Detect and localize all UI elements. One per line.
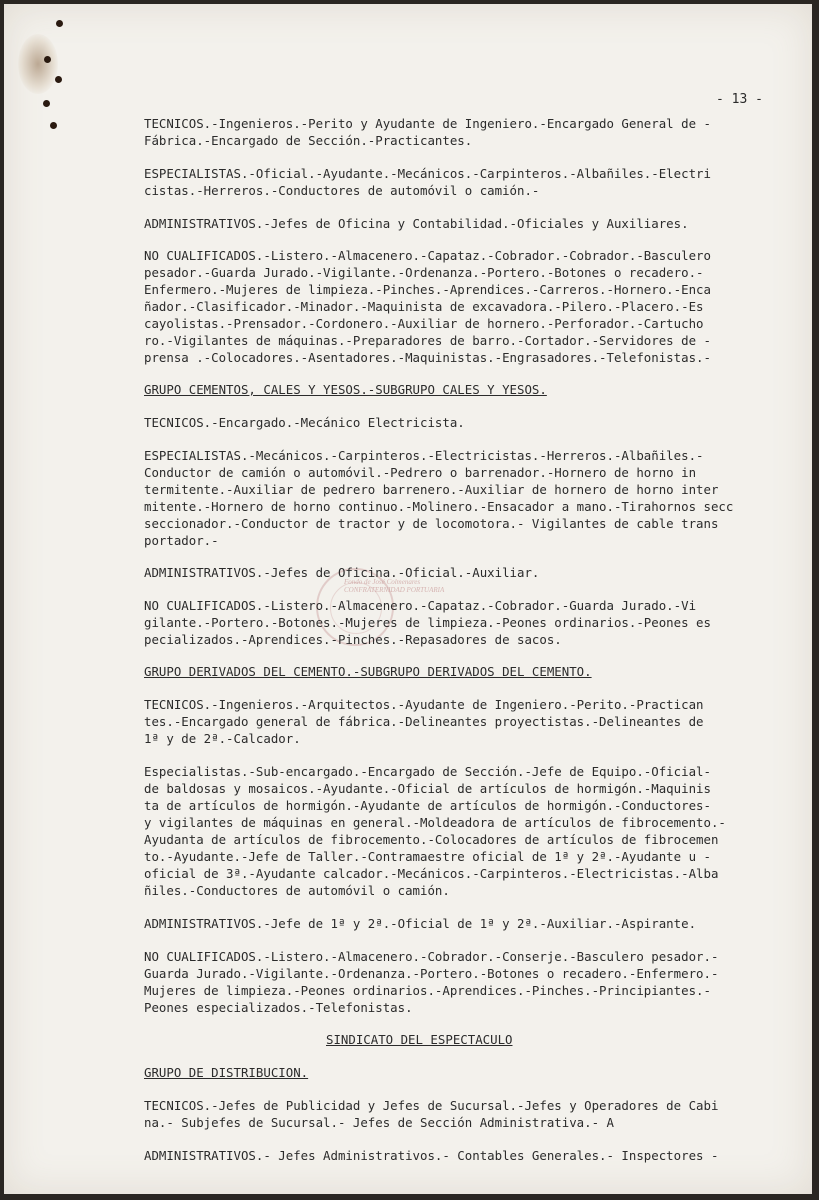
text-line: ESPECIALISTAS.-Oficial.-Ayudante.-Mecánicos.-Carpinteros.-Albañiles.-Electri	[144, 166, 711, 181]
text-line: ESPECIALISTAS.-Mecánicos.-Carpinteros.-Electricistas.-Herreros.-Albañiles.-	[144, 448, 704, 463]
document-page	[4, 4, 812, 1194]
text-line: oficial de 3ª.-Ayudante calcador.-Mecánicos.-Carpinteros.-Electricistas.-Alba	[144, 866, 719, 881]
text-line: ta de artículos de hormigón.-Ayudante de artículos de hormigón.-Conductores-	[144, 798, 711, 813]
punch-hole	[44, 56, 51, 63]
typed-text-body	[144, 4, 789, 1194]
text-line: ro.-Vigilantes de máquinas.-Preparadores de barro.-Cortador.-Servidores de -	[144, 333, 711, 348]
text-line: TECNICOS.-Ingenieros.-Arquitectos.-Ayudante de Ingeniero.-Perito.-Practican	[144, 697, 704, 712]
paper-stain	[18, 34, 58, 94]
page-number: - 13 -	[716, 92, 763, 107]
text-line: ADMINISTRATIVOS.- Jefes Administrativos.- Contables Generales.- Inspectores -	[144, 1148, 719, 1163]
text-line: TECNICOS.-Jefes de Publicidad y Jefes de Sucursal.-Jefes y Operadores de Cabi	[144, 1098, 719, 1113]
text-line: 1ª y de 2ª.-Calcador.	[144, 731, 301, 746]
text-line: TECNICOS.-Ingenieros.-Perito y Ayudante de Ingeniero.-Encargado General de -	[144, 116, 711, 131]
text-line: Enfermero.-Mujeres de limpieza.-Pinches.-Aprendices.-Carreros.-Hornero.-Enca	[144, 282, 711, 297]
text-line: ñador.-Clasificador.-Minador.-Maquinista de excavadora.-Pilero.-Placero.-Es	[144, 299, 704, 314]
text-line: ADMINISTRATIVOS.-Jefe de 1ª y 2ª.-Oficial de 1ª y 2ª.-Auxiliar.-Aspirante.	[144, 916, 697, 931]
text-line: pesador.-Guarda Jurado.-Vigilante.-Ordenanza.-Portero.-Botones o recadero.-	[144, 265, 704, 280]
stamp-text: Fondo de José Colmenares CONFRATERNIDAD PORTUARIA	[344, 578, 445, 594]
text-line: ADMINISTRATIVOS.-Jefes de Oficina y Contabilidad.-Oficiales y Auxiliares.	[144, 216, 689, 231]
text-line: termitente.-Auxiliar de pedrero barrenero.-Auxiliar de hornero de horno inter	[144, 482, 719, 497]
text-line: prensa .-Colocadores.-Asentadores.-Maquinistas.-Engrasadores.-Telefonistas.-	[144, 350, 711, 365]
section-heading: GRUPO CEMENTOS, CALES Y YESOS.-SUBGRUPO CALES Y YESOS.	[144, 382, 547, 397]
punch-hole	[43, 100, 50, 107]
text-line: Ayudanta de artículos de fibrocemento.-Colocadores de artículos de fibrocemen	[144, 832, 719, 847]
text-line: tes.-Encargado general de fábrica.-Delineantes proyectistas.-Delineantes de	[144, 714, 704, 729]
text-line: ñiles.-Conductores de automóvil o camión.	[144, 883, 450, 898]
punch-hole	[56, 20, 63, 27]
section-heading: GRUPO DERIVADOS DEL CEMENTO.-SUBGRUPO DERIVADOS DEL CEMENTO.	[144, 664, 592, 679]
text-line: Conductor de camión o automóvil.-Pedrero o barrenador.-Hornero de horno in	[144, 465, 697, 480]
text-line: cistas.-Herreros.-Conductores de automóvil o camión.-	[144, 183, 540, 198]
text-line: pecializados.-Aprendices.-Pinches.-Repasadores de sacos.	[144, 632, 562, 647]
text-line: TECNICOS.-Encargado.-Mecánico Electricista.	[144, 415, 465, 430]
text-line: to.-Ayudante.-Jefe de Taller.-Contramaestre oficial de 1ª y 2ª.-Ayudante u -	[144, 849, 711, 864]
text-line: cayolistas.-Prensador.-Cordonero.-Auxiliar de hornero.-Perforador.-Cartucho	[144, 316, 704, 331]
text-line: mitente.-Hornero de horno continuo.-Molinero.-Ensacador a mano.-Tirahornos secc	[144, 499, 734, 514]
text-line: Guarda Jurado.-Vigilante.-Ordenanza.-Portero.-Botones o recadero.-Enfermero.-	[144, 966, 719, 981]
punch-hole	[55, 76, 62, 83]
text-line: Peones especializados.-Telefonistas.	[144, 1000, 413, 1015]
text-line: gilante.-Portero.-Botones.-Mujeres de limpieza.-Peones ordinarios.-Peones es	[144, 615, 711, 630]
text-line: de baldosas y mosaicos.-Ayudante.-Oficial de artículos de hormigón.-Maquinis	[144, 781, 711, 796]
text-line: y vigilantes de máquinas en general.-Moldeadora de artículos de fibrocemento.-	[144, 815, 726, 830]
text-line: NO CUALIFICADOS.-Listero.-Almacenero.-Cobrador.-Conserje.-Basculero pesador.-	[144, 949, 719, 964]
text-line: Fábrica.-Encargado de Sección.-Practicantes.	[144, 133, 473, 148]
text-line: NO CUALIFICADOS.-Listero.-Almacenero.-Capataz.-Cobrador.-Guarda Jurado.-Vi	[144, 598, 697, 613]
text-line: ADMINISTRATIVOS.-Jefes de Oficina.-Oficial.-Auxiliar.	[144, 565, 540, 580]
text-line: na.- Subjefes de Sucursal.- Jefes de Sección Administrativa.- A	[144, 1115, 614, 1130]
text-line: seccionador.-Conductor de tractor y de locomotora.- Vigilantes de cable trans	[144, 516, 719, 531]
section-heading: GRUPO DE DISTRIBUCION.	[144, 1065, 309, 1080]
punch-hole	[50, 122, 57, 129]
text-line: portador.-	[144, 533, 219, 548]
section-heading: SINDICATO DEL ESPECTACULO	[326, 1032, 513, 1047]
text-line: Especialistas.-Sub-encargado.-Encargado de Sección.-Jefe de Equipo.-Oficial-	[144, 764, 711, 779]
text-line: Mujeres de limpieza.-Peones ordinarios.-Aprendices.-Pinches.-Principiantes.-	[144, 983, 711, 998]
text-line: NO CUALIFICADOS.-Listero.-Almacenero.-Capataz.-Cobrador.-Cobrador.-Basculero	[144, 248, 711, 263]
